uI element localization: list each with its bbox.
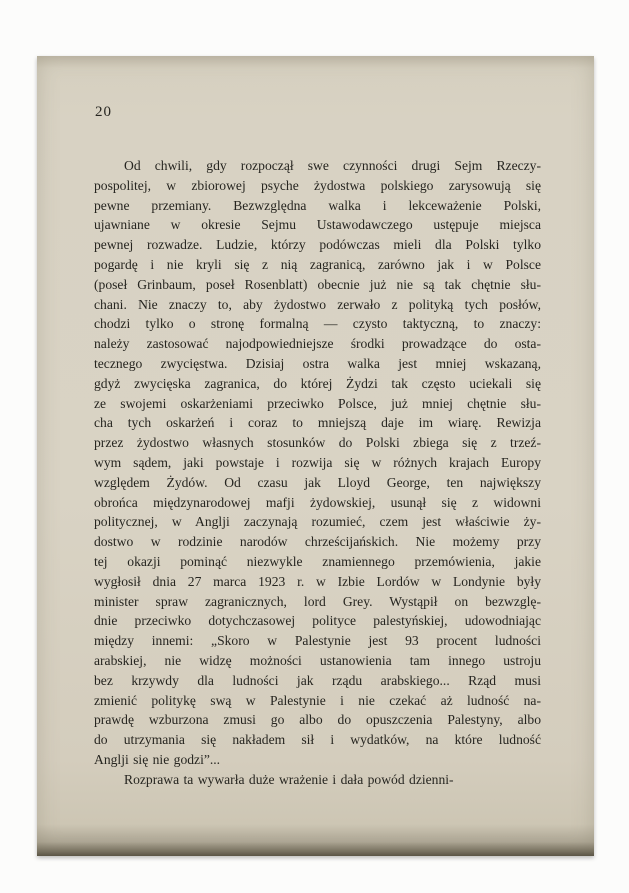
- text-line: bez krzywdy dla ludności jak rządu arabskiego... Rząd musi: [94, 672, 541, 688]
- text-line: do utrzymania się nakładem sił i wydatków, na które ludność: [94, 732, 541, 748]
- text-line: (poseł Grinbaum, poseł Rosenblatt) obecnie już nie są tak chętnie słu-: [94, 276, 541, 292]
- text-line: obrońca międzynarodowej mafji żydowskiej, usunął się z widowni: [94, 494, 541, 510]
- text-line: wym sądem, jaki powstaje i rozwija się w różnych krajach Europy: [94, 454, 541, 470]
- book-page: [37, 56, 594, 856]
- text-line: arabskiej, nie widzę możności ustanowienia tam innego ustroju: [94, 652, 541, 668]
- text-line: przez żydostwo własnych stosunków do Polski zbiega się z trzeź-: [94, 435, 541, 451]
- page-number: 20: [95, 104, 112, 120]
- text-line: cha tych oskarżeń i coraz to mniejszą daje im wiarę. Rewizja: [94, 415, 541, 431]
- text-line: Anglji się nie godzi”...: [94, 751, 221, 767]
- text-line: dnie przeciwko dotychczasowej polityce palestyńskiej, udowodniając: [94, 613, 541, 629]
- text-line: gdyż zwycięska zagranica, do której Żydzi tak często uciekali się: [94, 375, 541, 391]
- text-line: należy zastosować najodpowiedniejsze środki prowadzące do osta-: [94, 336, 541, 352]
- text-line: Rozprawa ta wywarła duże wrażenie i dała powód dzienni-: [124, 771, 454, 787]
- text-line: minister spraw zagranicznych, lord Grey. Wystąpił on bezwzglę-: [94, 593, 541, 609]
- text-line: chani. Nie znaczy to, aby żydostwo zerwało z polityką tych posłów,: [94, 296, 541, 312]
- text-line: pospolitej, w zbiorowej psyche żydostwa polskiego zarysowują się: [94, 177, 541, 193]
- text-line: prawdę wzburzona zmusi go albo do opuszczenia Palestyny, albo: [94, 712, 541, 728]
- text-line: wygłosił dnia 27 marca 1923 r. w Izbie Lordów w Londynie były: [94, 573, 541, 589]
- text-line: zmienić politykę swą w Palestynie i nie czekać aż ludność na-: [94, 692, 541, 708]
- text-line: ze swojemi oskarżeniami przeciwko Polsce, już mniej chętnie słu-: [94, 395, 541, 411]
- text-line: chodzi tylko o stronę formalną — czysto taktyczną, to znaczy:: [94, 316, 541, 332]
- text-line: dostwo w rodzinie narodów chrześcijańskich. Nie możemy przy: [94, 534, 541, 550]
- text-line: między innemi: „Skoro w Palestynie jest 93 procent ludności: [94, 633, 541, 649]
- text-line: ujawniane w okresie Sejmu Ustawodawczego ustępuje miejsca: [94, 217, 541, 233]
- text-line: pewnej rozwadze. Ludzie, którzy podówczas mieli dla Polski tylko: [94, 237, 541, 253]
- body-text: [94, 156, 541, 790]
- text-line: pewne przemiany. Bezwzględna walka i lekceważenie Polski,: [94, 197, 541, 213]
- text-line: politycznej, w Anglji zaczynają rozumieć, czem jest właściwie ży-: [94, 514, 541, 530]
- text-line: tej okazji pominąć niezwykle znamiennego przemówienia, jakie: [94, 553, 541, 569]
- text-line: tecznego zwycięstwa. Dzisiaj ostra walka jest mniej wskazaną,: [94, 355, 541, 371]
- text-line: Od chwili, gdy rozpoczął swe czynności drugi Sejm Rzeczy-: [124, 158, 541, 173]
- text-line: względem Żydów. Od czasu jak Lloyd George, ten największy: [94, 474, 541, 490]
- text-line: pogardę i nie kryli się z nią zagranicą, zarówno jak i w Polsce: [94, 256, 541, 272]
